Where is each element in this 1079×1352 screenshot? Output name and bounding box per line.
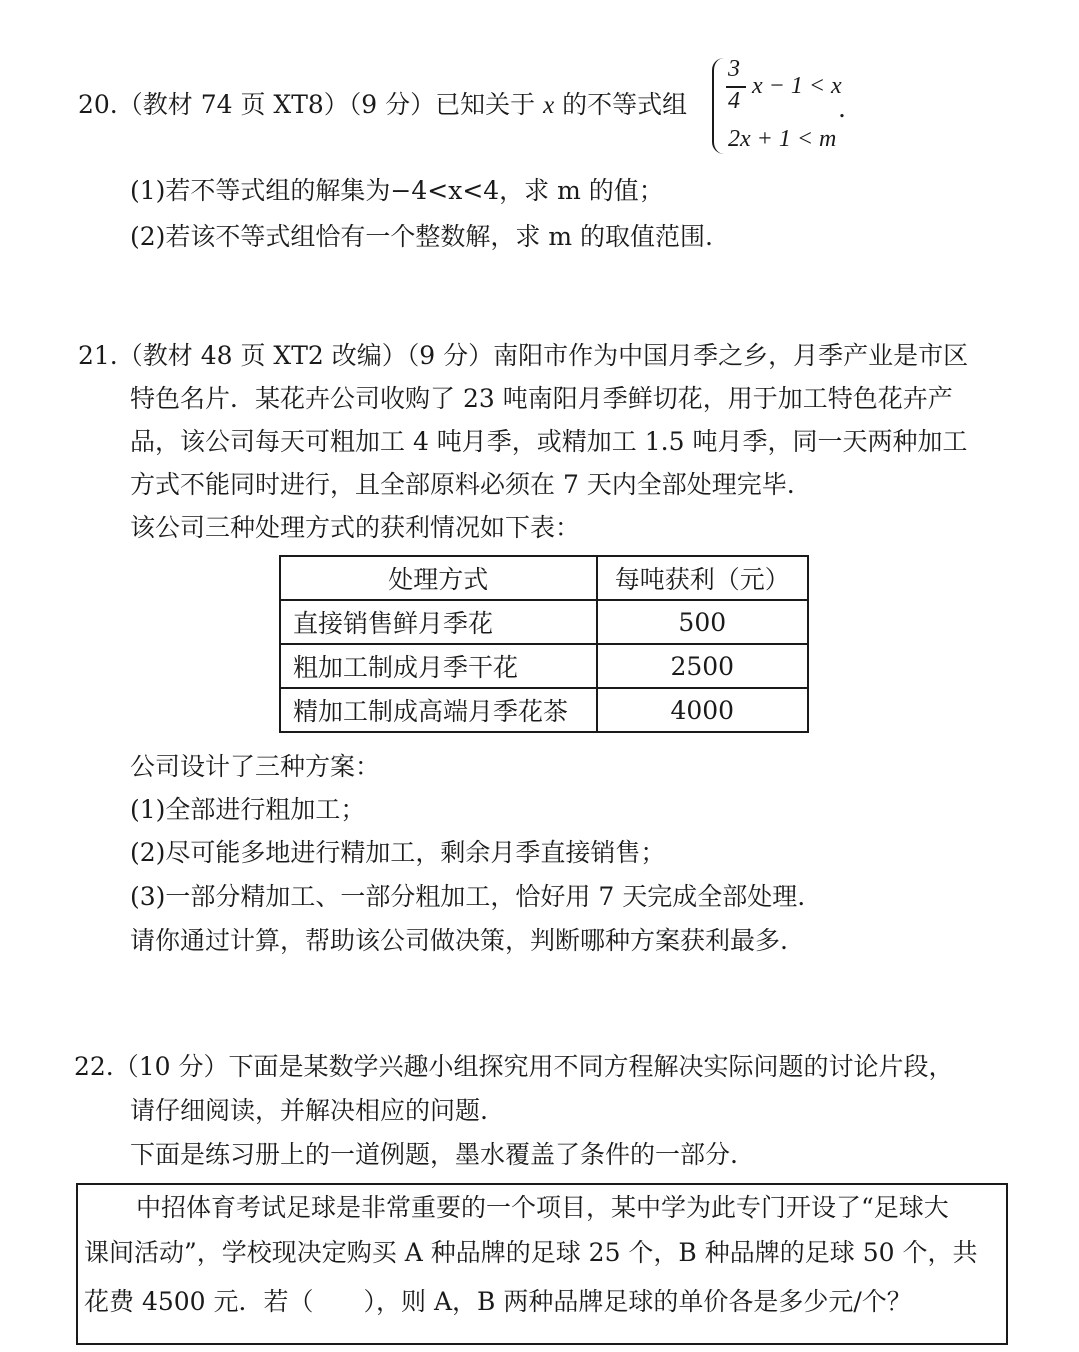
q21-line-5: 该公司三种处理方式的获利情况如下表：: [130, 513, 581, 542]
q21-plan-3: (3)一部分精加工、一部分粗加工，恰好用 7 天完成全部处理.: [130, 882, 806, 911]
q21-line-3: 品，该公司每天可粗加工 4 吨月季，或精加工 1.5 吨月季，同一天两种加工: [130, 427, 968, 456]
q20-lead-text-2: 的不等式组: [562, 90, 688, 119]
q21-plan-2: (2)尽可能多地进行精加工，剩余月季直接销售；: [130, 838, 666, 867]
q21-line-2: 特色名片．某花卉公司收购了 23 吨南阳月季鲜切花，用于加工特色花卉产: [130, 384, 953, 413]
table-cell-method: 精加工制成高端月季花茶: [280, 688, 597, 732]
profit-table: [279, 555, 809, 733]
q22-line-3: 下面是练习册上的一道例题，墨水覆盖了条件的一部分.: [130, 1140, 738, 1169]
q20-lead-text: 20.（教材 74 页 XT8）（9 分）已知关于: [78, 90, 536, 119]
table-row: [280, 688, 808, 732]
example-line-3: 花费 4500 元．若（ ），则 A，B 两种品牌足球的单价各是多少元/个？: [84, 1287, 912, 1316]
q20-part-1: (1)若不等式组的解集为−4<x<4，求 m 的值；: [130, 176, 664, 205]
q21-line-1: 21.（教材 48 页 XT2 改编）（9 分）南阳市作为中国月季之乡，月季产业是市区: [78, 341, 969, 370]
q20-inequality-2: 2x + 1 < m: [728, 126, 837, 152]
table-cell-profit: 4000: [597, 688, 808, 732]
table-cell-profit: 2500: [597, 644, 808, 688]
q21-after-1: 公司设计了三种方案：: [130, 752, 381, 781]
q20-system-brace: [712, 58, 724, 154]
example-line-2: 课间活动”，学校现决定购买 A 种品牌的足球 25 个，B 种品牌的足球 50 个，共: [84, 1238, 978, 1267]
q21-line-4: 方式不能同时进行，且全部原料必须在 7 天内全部处理完毕.: [130, 470, 795, 499]
q22-line-2: 请仔细阅读，并解决相应的问题.: [130, 1096, 488, 1125]
table-cell-method: 粗加工制成月季干花: [280, 644, 597, 688]
q21-request: 请你通过计算，帮助该公司做决策，判断哪种方案获利最多.: [130, 926, 788, 955]
q20-var-x: x: [543, 92, 555, 119]
q21-plan-1: (1)全部进行粗加工；: [130, 795, 366, 824]
q20-fraction-denominator: 4: [728, 88, 740, 114]
table-header-row: [280, 556, 808, 600]
table-cell-method: 直接销售鲜月季花: [280, 600, 597, 644]
table-row: [280, 600, 808, 644]
table-header-method: 处理方式: [280, 556, 597, 600]
q20-period: .: [838, 94, 846, 123]
table-cell-profit: 500: [597, 600, 808, 644]
q22-line-1: 22.（10 分）下面是某数学兴趣小组探究用不同方程解决实际问题的讨论片段，: [74, 1052, 954, 1081]
table-header-profit: 每吨获利（元）: [597, 556, 808, 600]
q20-part-2: (2)若该不等式组恰有一个整数解，求 m 的取值范围.: [130, 222, 713, 251]
q20-fraction-numerator: 3: [728, 56, 740, 82]
q20-lead: [78, 90, 687, 121]
example-line-1: 中招体育考试足球是非常重要的一个项目，某中学为此专门开设了“足球大: [136, 1193, 949, 1222]
table-row: [280, 644, 808, 688]
q20-inequality-1: x − 1 < x: [752, 73, 842, 99]
